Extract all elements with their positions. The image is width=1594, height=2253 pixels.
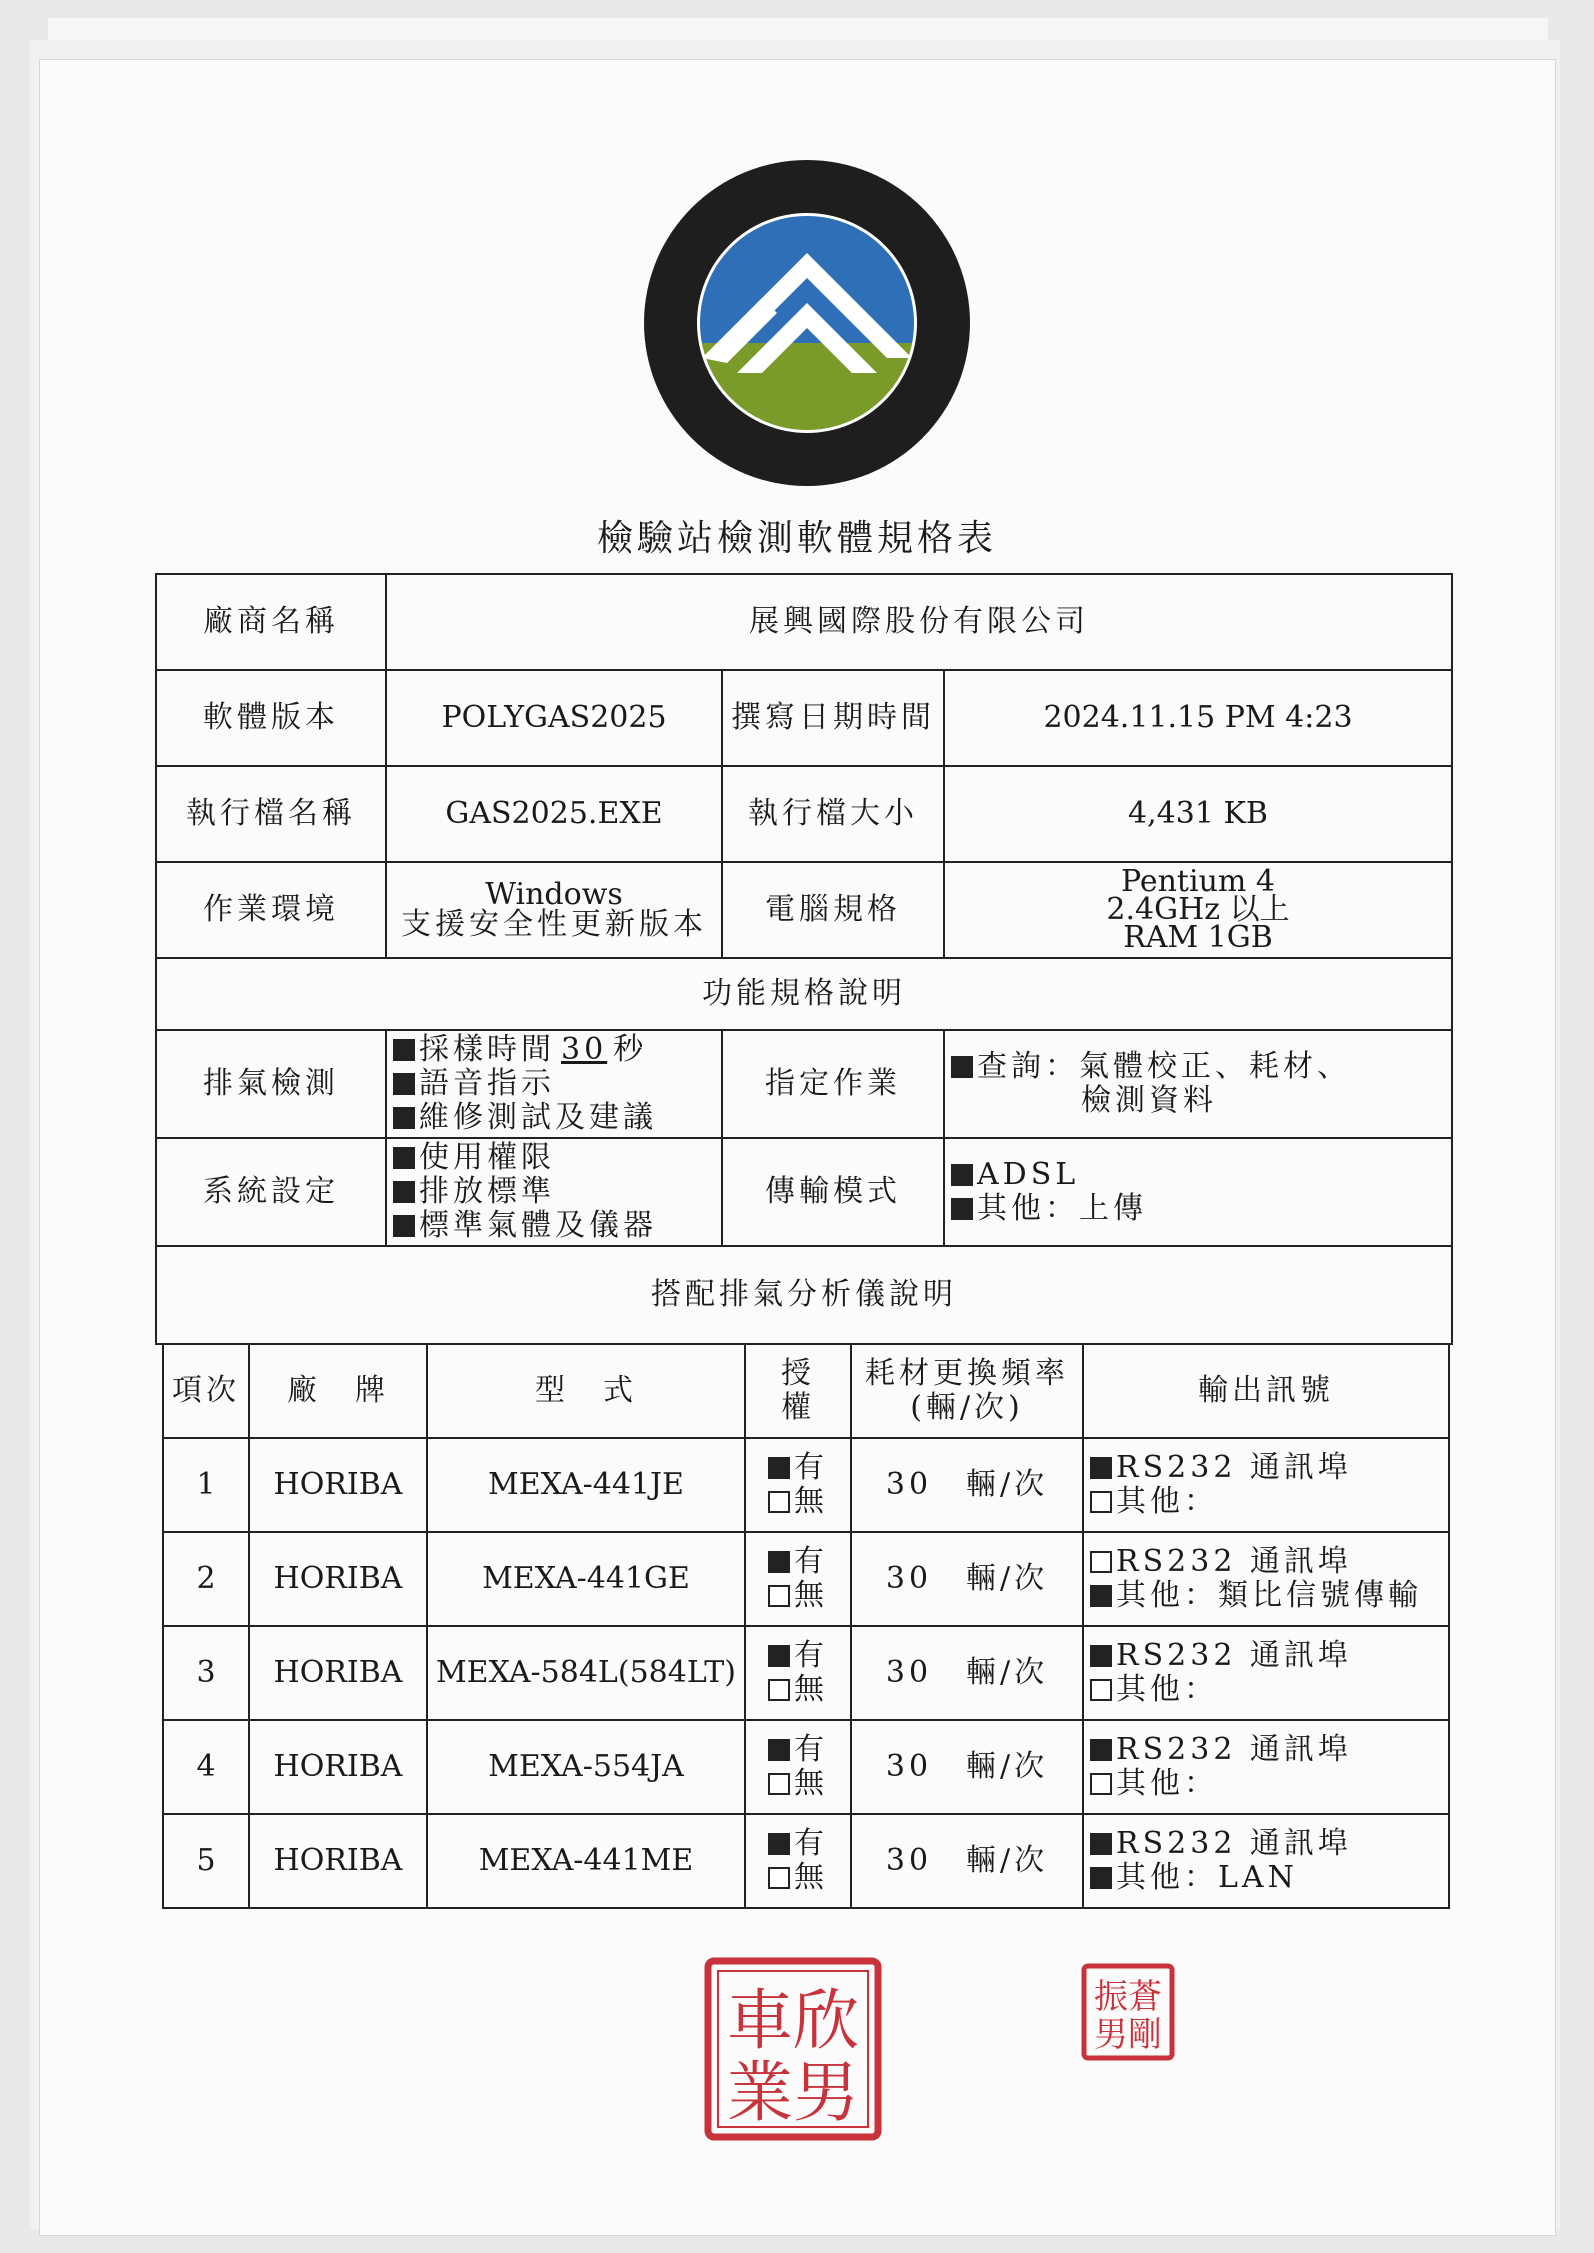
checkbox-checked-icon <box>1090 1645 1112 1667</box>
checkbox-checked-icon <box>768 1739 790 1761</box>
checkbox-checked-icon <box>1090 1833 1112 1855</box>
analyzer-model: MEXA-441JE <box>427 1438 745 1532</box>
license-yes-option: 有 <box>752 1451 844 1485</box>
analyzer-brand: HORIBA <box>249 1720 427 1814</box>
checkbox-checked-icon <box>1090 1457 1112 1479</box>
col-freq-header: 耗材更換頻率 (輛/次) <box>851 1344 1083 1438</box>
license-no-option: 無 <box>752 1767 844 1801</box>
system-permission-option: 使用權限 <box>393 1141 715 1175</box>
license-yes-option: 有 <box>752 1639 844 1673</box>
license-yes-option: 有 <box>752 1545 844 1579</box>
analyzer-output <box>1083 1626 1449 1720</box>
system-settings-options <box>386 1138 722 1246</box>
analyzer-brand: HORIBA <box>249 1814 427 1908</box>
analyzer-output <box>1083 1438 1449 1532</box>
analyzer-freq: 30 輛/次 <box>851 1438 1083 1532</box>
func-header-row <box>156 958 1452 1030</box>
analyzer-license <box>745 1720 851 1814</box>
analyzer-row <box>163 1532 1449 1626</box>
analyzer-license <box>745 1438 851 1532</box>
analyzer-model: MEXA-441GE <box>427 1532 745 1626</box>
analyzer-freq: 30 輛/次 <box>851 1720 1083 1814</box>
analyzer-license <box>745 1814 851 1908</box>
analyzer-freq: 30 輛/次 <box>851 1626 1083 1720</box>
os-env-line1: Windows <box>485 877 623 912</box>
pc-spec-line3: RAM 1GB <box>1123 920 1273 955</box>
col-no-header: 項次 <box>163 1344 249 1438</box>
checkbox-checked-icon <box>393 1073 415 1095</box>
exe-size-label: 執行檔大小 <box>722 766 944 862</box>
system-gas-option: 標準氣體及儀器 <box>393 1209 715 1243</box>
exhaust-test-options <box>386 1030 722 1138</box>
exhaust-sampling-option: 採樣時間 30 秒 <box>393 1033 715 1067</box>
exe-row <box>156 766 1452 862</box>
checkbox-checked-icon <box>393 1107 415 1129</box>
exe-name-value: GAS2025.EXE <box>386 766 722 862</box>
license-no-option: 無 <box>752 1673 844 1707</box>
analyzer-row <box>163 1626 1449 1720</box>
analyzer-row <box>163 1814 1449 1908</box>
analyzer-no: 1 <box>163 1438 249 1532</box>
sampling-seconds-value: 30 <box>561 1032 608 1067</box>
exhaust-voice-option: 語音指示 <box>393 1067 715 1101</box>
pc-spec-line1: Pentium 4 <box>1121 864 1275 899</box>
os-env-line2: 支援安全性更新版本 <box>401 907 707 942</box>
analyzer-model: MEXA-554JA <box>427 1720 745 1814</box>
checkbox-empty-icon <box>768 1491 790 1513</box>
output-rs232-option: RS232 通訊埠 <box>1090 1639 1442 1673</box>
exhaust-row <box>156 1030 1452 1138</box>
output-rs232-option: RS232 通訊埠 <box>1090 1545 1442 1579</box>
software-version-value: POLYGAS2025 <box>386 670 722 766</box>
checkbox-checked-icon <box>393 1215 415 1237</box>
analyzer-output <box>1083 1814 1449 1908</box>
software-version-label: 軟體版本 <box>156 670 386 766</box>
license-no-option: 無 <box>752 1485 844 1519</box>
analyzer-brand: HORIBA <box>249 1626 427 1720</box>
license-no-option: 無 <box>752 1579 844 1613</box>
vendor-label: 廠商名稱 <box>156 574 386 670</box>
transfer-mode-options <box>944 1138 1452 1246</box>
version-row <box>156 670 1452 766</box>
license-no-option: 無 <box>752 1861 844 1895</box>
output-other-option: 其他： <box>1090 1485 1442 1519</box>
analyzer-no: 4 <box>163 1720 249 1814</box>
checkbox-checked-icon <box>951 1164 973 1186</box>
svg-text:男剛: 男剛 <box>1094 2015 1162 2055</box>
output-rs232-option: RS232 通訊埠 <box>1090 1733 1442 1767</box>
system-row <box>156 1138 1452 1246</box>
analyzer-freq: 30 輛/次 <box>851 1814 1083 1908</box>
seal-stamp-left-icon <box>702 1955 884 2143</box>
write-datetime-label: 撰寫日期時間 <box>722 670 944 766</box>
checkbox-checked-icon <box>1090 1585 1112 1607</box>
exe-size-value: 4,431 KB <box>944 766 1452 862</box>
vendor-value: 展興國際股份有限公司 <box>386 574 1452 670</box>
output-other-option: 其他： <box>1090 1767 1442 1801</box>
checkbox-checked-icon <box>951 1198 973 1220</box>
system-settings-label: 系統設定 <box>156 1138 386 1246</box>
checkbox-empty-icon <box>1090 1773 1112 1795</box>
os-env-label: 作業環境 <box>156 862 386 958</box>
checkbox-empty-icon <box>768 1679 790 1701</box>
analyzer-brand: HORIBA <box>249 1532 427 1626</box>
svg-text:振蒼: 振蒼 <box>1094 1977 1162 2017</box>
exhaust-test-label: 排氣檢測 <box>156 1030 386 1138</box>
checkbox-checked-icon <box>951 1056 973 1078</box>
analyzer-column-header-row <box>163 1344 1449 1438</box>
analyzer-no: 5 <box>163 1814 249 1908</box>
pc-spec-line2: 2.4GHz 以上 <box>1106 892 1290 927</box>
analyzer-model: MEXA-584L(584LT) <box>427 1626 745 1720</box>
checkbox-checked-icon <box>768 1457 790 1479</box>
assigned-work-line1: 查詢：氣體校正、耗材、 <box>951 1050 1445 1084</box>
analyzer-license <box>745 1532 851 1626</box>
svg-text:業男: 業男 <box>727 2054 859 2131</box>
exhaust-repair-option: 維修測試及建議 <box>393 1101 715 1135</box>
pc-spec-value <box>944 862 1452 958</box>
assigned-work-line2: 檢測資料 <box>1081 1083 1217 1118</box>
checkbox-checked-icon <box>393 1039 415 1061</box>
col-brand-header: 廠 牌 <box>249 1344 427 1438</box>
checkbox-checked-icon <box>1090 1739 1112 1761</box>
checkbox-empty-icon <box>1090 1679 1112 1701</box>
checkbox-checked-icon <box>768 1645 790 1667</box>
analyzer-brand: HORIBA <box>249 1438 427 1532</box>
transfer-adsl-option: ADSL <box>951 1158 1445 1192</box>
col-output-header: 輸出訊號 <box>1083 1344 1449 1438</box>
analyzer-table <box>162 1343 1450 1909</box>
vendor-row <box>156 574 1452 670</box>
system-standard-option: 排放標準 <box>393 1175 715 1209</box>
license-yes-option: 有 <box>752 1733 844 1767</box>
checkbox-empty-icon <box>768 1585 790 1607</box>
spec-table <box>155 573 1453 1345</box>
checkbox-empty-icon <box>1090 1551 1112 1573</box>
env-row <box>156 862 1452 958</box>
os-env-value <box>386 862 722 958</box>
analyzer-row <box>163 1438 1449 1532</box>
analyzer-header: 搭配排氣分析儀說明 <box>156 1246 1452 1344</box>
checkbox-empty-icon <box>768 1773 790 1795</box>
output-other-option: 其他： <box>1090 1673 1442 1707</box>
analyzer-header-row <box>156 1246 1452 1344</box>
output-rs232-option: RS232 通訊埠 <box>1090 1827 1442 1861</box>
analyzer-rows <box>163 1438 1449 1908</box>
assigned-work-label: 指定作業 <box>722 1030 944 1138</box>
output-other-option: 其他：LAN <box>1090 1861 1442 1895</box>
checkbox-empty-icon <box>1090 1491 1112 1513</box>
page-title: 檢驗站檢測軟體規格表 <box>596 518 997 559</box>
write-datetime-value: 2024.11.15 PM 4:23 <box>944 670 1452 766</box>
analyzer-output <box>1083 1720 1449 1814</box>
assigned-work-options <box>944 1030 1452 1138</box>
checkbox-checked-icon <box>768 1833 790 1855</box>
analyzer-no: 2 <box>163 1532 249 1626</box>
seal-stamp-right-icon <box>1080 1962 1176 2062</box>
logo-emblem-icon <box>642 158 972 488</box>
output-other-option: 其他：類比信號傳輸 <box>1090 1579 1442 1613</box>
transfer-other-option: 其他：上傳 <box>951 1192 1445 1226</box>
analyzer-model: MEXA-441ME <box>427 1814 745 1908</box>
transfer-mode-label: 傳輸模式 <box>722 1138 944 1246</box>
col-model-header: 型 式 <box>427 1344 745 1438</box>
checkbox-checked-icon <box>393 1147 415 1169</box>
col-license-header: 授 權 <box>745 1344 851 1438</box>
analyzer-output <box>1083 1532 1449 1626</box>
analyzer-no: 3 <box>163 1626 249 1720</box>
license-yes-option: 有 <box>752 1827 844 1861</box>
analyzer-freq: 30 輛/次 <box>851 1532 1083 1626</box>
output-rs232-option: RS232 通訊埠 <box>1090 1451 1442 1485</box>
checkbox-empty-icon <box>768 1867 790 1889</box>
pc-spec-label: 電腦規格 <box>722 862 944 958</box>
analyzer-row <box>163 1720 1449 1814</box>
func-header: 功能規格說明 <box>156 958 1452 1030</box>
checkbox-checked-icon <box>393 1181 415 1203</box>
checkbox-checked-icon <box>1090 1867 1112 1889</box>
checkbox-checked-icon <box>768 1551 790 1573</box>
exe-name-label: 執行檔名稱 <box>156 766 386 862</box>
svg-text:車欣: 車欣 <box>727 1982 859 2059</box>
analyzer-license <box>745 1626 851 1720</box>
